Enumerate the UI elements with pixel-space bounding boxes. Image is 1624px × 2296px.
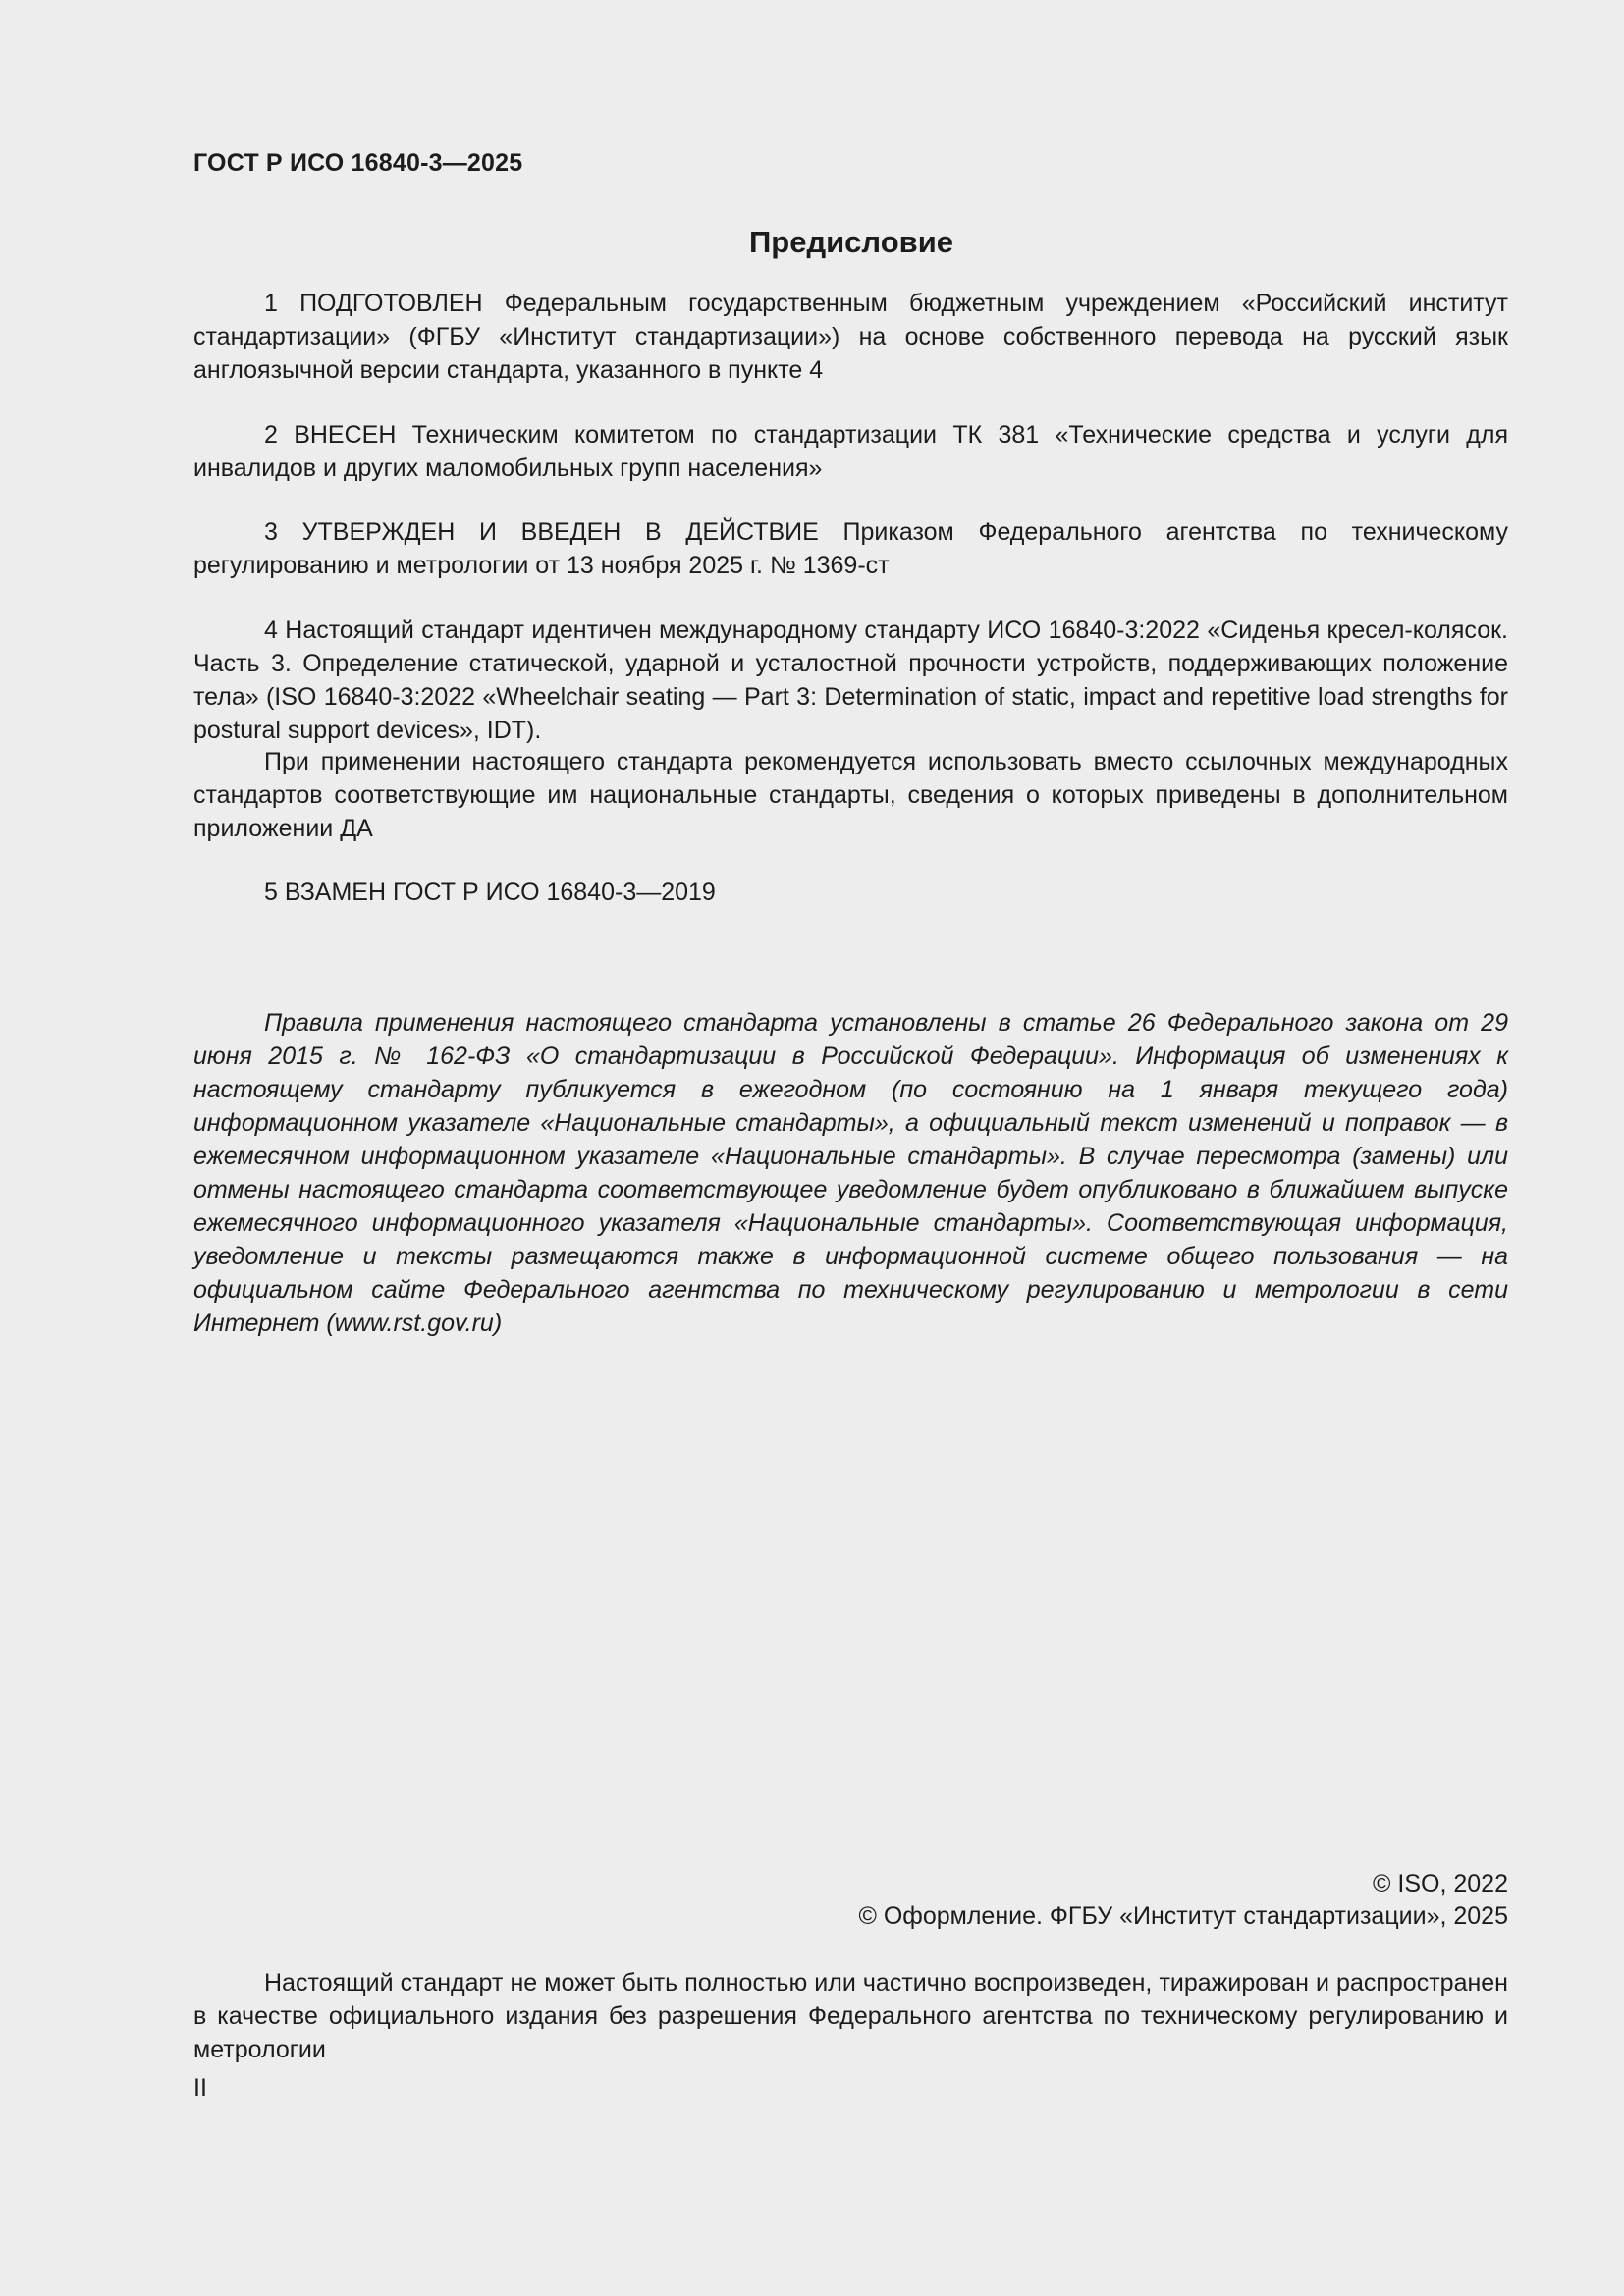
foreword-item-2: 2 ВНЕСЕН Техническим комитетом по стандартизации ТК 381 «Технические средства и услуги для инвалидов и других маломобильных групп населения» (193, 421, 1508, 482)
document-code: ГОСТ Р ИСО 16840-3—2025 (193, 149, 523, 177)
application-rules-notice: Правила применения настоящего стандарта установлены в статье 26 Федерального закона от 29 июня 2015 г. № 162-ФЗ «О стандартизации в Российской Федерации». Информация об изменениях к настоящему стандарту публикуется в ежегодном (по состоянию на 1 января текущего года) информационном указателе «Национальные стандарты», а официальный текст изменений и поправок — в ежемесячном информационном указателе «Национальные стандарты». В случае пересмотра (замены) или отмены настоящего стандарта соответствующее уведомление будет опубликовано в ближайшем выпуске ежемесячного информационного указателя «Национальные стандарты». Соответствующая информация, уведомление и тексты размещаются также в информационной системе общего пользования — на официальном сайте Федерального агентства по техническому регулированию и метрологии в сети Интернет (www.rst.gov.ru) (193, 1009, 1508, 1337)
reproduction-notice: Настоящий стандарт не может быть полностью или частично воспроизведен, тиражирован и распространен в качестве официального издания без разрешения Федерального агентства по техническому регулированию и метрологии (193, 1969, 1508, 2063)
copyright-iso: © ISO, 2022 (1373, 1870, 1508, 1897)
foreword-item-4: 4 Настоящий стандарт идентичен международному стандарту ИСО 16840-3:2022 «Сиденья кресел-колясок. Часть 3. Определение статической, ударной и усталостной прочности устройств, поддерживающих положение тела» (ISO 16840-3:2022 «Wheelchair seating — Part 3: Determination of static, impact and repetitive load strengths for postural support devices», IDT). (193, 616, 1508, 744)
foreword-item-5: 5 ВЗАМЕН ГОСТ Р ИСО 16840-3—2019 (264, 879, 716, 906)
page-title: Предисловие (748, 225, 953, 259)
foreword-item-1: 1 ПОДГОТОВЛЕН Федеральным государственным бюджетным учреждением «Российский институт стандартизации» (ФГБУ «Институт стандартизации») на основе собственного перевода на русский язык англоязычной версии стандарта, указанного в пункте 4 (193, 290, 1508, 384)
copyright-design: © Оформление. ФГБУ «Институт стандартизации», 2025 (858, 1902, 1508, 1930)
page-number: II (193, 2074, 207, 2102)
foreword-item-3: 3 УТВЕРЖДЕН И ВВЕДЕН В ДЕЙСТВИЕ Приказом Федерального агентства по техническому регулированию и метрологии от 13 ноября 2025 г. № 1369-ст (193, 518, 1508, 579)
foreword-item-4-note: При применении настоящего стандарта рекомендуется использовать вместо ссылочных международных стандартов соответствующие им национальные стандарты, сведения о которых приведены в дополнительном приложении ДА (193, 748, 1508, 842)
